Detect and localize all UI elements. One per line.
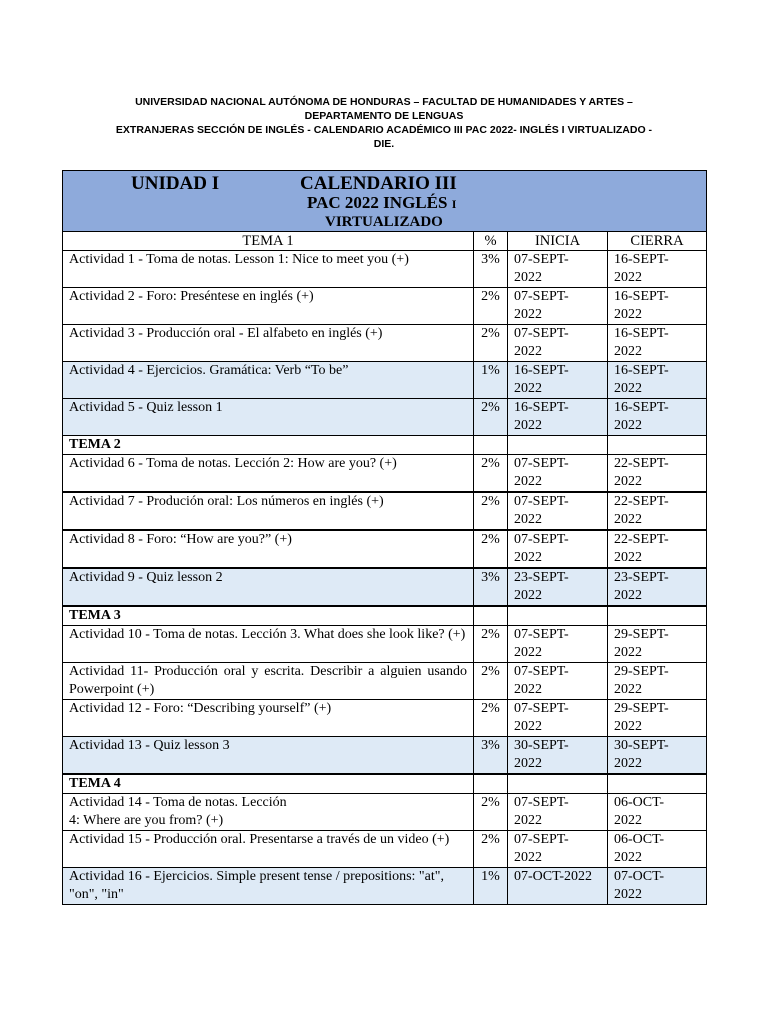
end-date-cell — [608, 492, 707, 530]
end-date-line-2: 2022 — [614, 813, 642, 828]
col-header-tema: TEMA 1 — [63, 232, 474, 251]
document-header — [80, 95, 688, 151]
start-date-line-1: 07-SEPT- — [514, 456, 569, 471]
table-title-cell — [63, 171, 707, 232]
activity-cell: Actividad 15 - Producción oral. Presentarse a través de un video (+) — [63, 831, 474, 868]
end-date-cell — [608, 288, 707, 325]
percent-cell: 2% — [474, 831, 508, 868]
start-date-line-1: 07-SEPT- — [514, 795, 569, 810]
percent-cell: 2% — [474, 288, 508, 325]
percent-cell: 2% — [474, 325, 508, 362]
end-date-line-2: 2022 — [614, 756, 642, 771]
calendar-table — [62, 170, 707, 905]
end-date-line-1: 29-SEPT- — [614, 627, 669, 642]
header-line-1: UNIVERSIDAD NACIONAL AUTÓNOMA DE HONDURAS – FACULTAD DE HUMANIDADES Y ARTES – — [135, 96, 633, 108]
start-date-line-2: 2022 — [514, 719, 542, 734]
table-row — [63, 362, 707, 399]
start-date-line-1: 23-SEPT- — [514, 570, 569, 585]
end-date-cell — [608, 663, 707, 700]
activity-cell: Actividad 9 - Quiz lesson 2 — [63, 568, 474, 606]
table-row — [63, 868, 707, 905]
start-date-line-2: 2022 — [514, 512, 542, 527]
table-row — [63, 700, 707, 737]
end-date-line-1: 30-SEPT- — [614, 738, 669, 753]
percent-cell: 2% — [474, 399, 508, 436]
end-date-line-2: 2022 — [614, 588, 642, 603]
calendar-title-line-2-text: PAC 2022 INGLÉS — [307, 193, 448, 212]
end-date-line-1: 16-SEPT- — [614, 326, 669, 341]
end-date-cell — [608, 362, 707, 399]
calendar-title-line-3: VIRTUALIZADO — [325, 214, 443, 230]
activity-cell: Actividad 11- Producción oral y escrita. Describir a alguien usando Powerpoint (+) — [63, 663, 474, 700]
percent-cell: 3% — [474, 568, 508, 606]
end-date-line-2: 2022 — [614, 381, 642, 396]
tema-header-row — [63, 436, 707, 455]
activity-cell: Actividad 13 - Quiz lesson 3 — [63, 737, 474, 775]
start-date-line-2: 2022 — [514, 344, 542, 359]
start-date-line-2: 2022 — [514, 418, 542, 433]
start-date-line-1: 07-SEPT- — [514, 289, 569, 304]
start-date-cell — [508, 492, 608, 530]
end-date-line-1: 23-SEPT- — [614, 570, 669, 585]
start-date-line-2: 2022 — [514, 813, 542, 828]
start-date-line-2: 2022 — [514, 474, 542, 489]
start-date-line-1: 07-SEPT- — [514, 627, 569, 642]
percent-cell: 2% — [474, 530, 508, 568]
percent-cell: 2% — [474, 455, 508, 493]
calendar-title-line-1: CALENDARIO III — [300, 173, 457, 194]
activity-cell: Actividad 6 - Toma de notas. Lección 2: How are you? (+) — [63, 455, 474, 493]
percent-cell: 2% — [474, 626, 508, 663]
tema-header-row — [63, 606, 707, 626]
percent-cell: 2% — [474, 794, 508, 831]
start-date-line-1: 07-SEPT- — [514, 532, 569, 547]
col-header-cierra: CIERRA — [608, 232, 707, 251]
end-date-line-2: 2022 — [614, 645, 642, 660]
start-date-cell — [508, 288, 608, 325]
column-header-row — [63, 232, 707, 251]
end-date-cell — [608, 251, 707, 288]
start-date-line-2: 2022 — [514, 381, 542, 396]
table-row — [63, 626, 707, 663]
end-date-line-2: 2022 — [614, 682, 642, 697]
tema-label: TEMA 4 — [63, 774, 474, 794]
tema-header-row — [63, 774, 707, 794]
start-date-line-2: 2022 — [514, 550, 542, 565]
calendar-title-line-2-suffix: I — [451, 197, 457, 211]
header-line-4: DIE. — [373, 138, 395, 150]
start-date-line-1: 30-SEPT- — [514, 738, 569, 753]
percent-cell: 1% — [474, 362, 508, 399]
end-date-cell — [608, 399, 707, 436]
end-date-line-1: 07-OCT- — [614, 869, 665, 884]
end-date-line-1: 29-SEPT- — [614, 664, 669, 679]
activity-cell: Actividad 12 - Foro: “Describing yourself” (+) — [63, 700, 474, 737]
end-date-cell — [608, 455, 707, 493]
start-date-cell — [508, 737, 608, 775]
end-date-line-2: 2022 — [614, 307, 642, 322]
end-date-cell — [608, 700, 707, 737]
table-row — [63, 288, 707, 325]
start-date-cell — [508, 325, 608, 362]
table-row — [63, 794, 707, 831]
end-date-line-1: 16-SEPT- — [614, 289, 669, 304]
header-line-2: DEPARTAMENTO DE LENGUAS — [304, 110, 464, 122]
end-date-line-1: 16-SEPT- — [614, 400, 669, 415]
activity-cell: Actividad 10 - Toma de notas. Lección 3. What does she look like? (+) — [63, 626, 474, 663]
percent-cell: 2% — [474, 663, 508, 700]
start-date-cell — [508, 399, 608, 436]
end-date-cell — [608, 831, 707, 868]
start-date-line-2: 2022 — [514, 756, 542, 771]
end-date-line-2: 2022 — [614, 418, 642, 433]
start-date-line-2: 2022 — [514, 270, 542, 285]
start-date-cell — [508, 868, 608, 905]
activity-cell: Actividad 2 - Foro: Preséntese en inglés (+) — [63, 288, 474, 325]
table-row — [63, 325, 707, 362]
start-date-line-1: 16-SEPT- — [514, 363, 569, 378]
start-date-cell — [508, 568, 608, 606]
header-line-3: EXTRANJERAS SECCIÓN DE INGLÉS - CALENDARIO ACADÉMICO III PAC 2022- INGLÉS I VIRTUALIZADO - — [115, 124, 653, 136]
activity-cell: Actividad 7 - Produción oral: Los números en inglés (+) — [63, 492, 474, 530]
start-date-line-2: 2022 — [514, 850, 542, 865]
end-date-line-2: 2022 — [614, 512, 642, 527]
table-row — [63, 530, 707, 568]
start-date-line-2: 2022 — [514, 307, 542, 322]
end-date-cell — [608, 530, 707, 568]
end-date-line-2: 2022 — [614, 344, 642, 359]
start-date-line-1: 07-SEPT- — [514, 252, 569, 267]
activity-line-2: 4: Where are you from? (+) — [69, 813, 224, 828]
activity-cell: Actividad 5 - Quiz lesson 1 — [63, 399, 474, 436]
col-header-pct: % — [474, 232, 508, 251]
percent-cell: 3% — [474, 251, 508, 288]
percent-cell: 2% — [474, 700, 508, 737]
start-date-cell — [508, 831, 608, 868]
table-row — [63, 831, 707, 868]
start-date-cell — [508, 663, 608, 700]
table-title-row — [63, 171, 707, 232]
tema-label: TEMA 3 — [63, 606, 474, 626]
end-date-line-1: 22-SEPT- — [614, 532, 669, 547]
end-date-cell — [608, 568, 707, 606]
start-date-cell — [508, 700, 608, 737]
activity-cell: Actividad 16 - Ejercicios. Simple present tense / prepositions: "at", "on", "in" — [63, 868, 474, 905]
table-row — [63, 568, 707, 606]
start-date-cell — [508, 362, 608, 399]
start-date-line-1: 16-SEPT- — [514, 400, 569, 415]
activity-line-1: Actividad 14 - Toma de notas. Lección — [69, 795, 287, 810]
unit-title: UNIDAD I — [131, 173, 220, 194]
table-row — [63, 399, 707, 436]
start-date-line-2: 2022 — [514, 588, 542, 603]
start-date-cell — [508, 251, 608, 288]
start-date-line-2: 2022 — [514, 645, 542, 660]
end-date-line-2: 2022 — [614, 270, 642, 285]
activity-cell: Actividad 1 - Toma de notas. Lesson 1: Nice to meet you (+) — [63, 251, 474, 288]
start-date-line-2: 2022 — [514, 682, 542, 697]
end-date-line-1: 06-OCT- — [614, 795, 665, 810]
start-date-cell — [508, 455, 608, 493]
start-date-line-1: 07-SEPT- — [514, 832, 569, 847]
end-date-line-1: 29-SEPT- — [614, 701, 669, 716]
percent-cell: 1% — [474, 868, 508, 905]
end-date-line-1: 16-SEPT- — [614, 363, 669, 378]
table-row — [63, 663, 707, 700]
start-date-cell — [508, 794, 608, 831]
col-header-inicia: INICIA — [508, 232, 608, 251]
start-date-cell — [508, 530, 608, 568]
activity-cell — [63, 794, 474, 831]
activity-cell: Actividad 3 - Producción oral - El alfabeto en inglés (+) — [63, 325, 474, 362]
table-row — [63, 737, 707, 775]
end-date-line-1: 22-SEPT- — [614, 456, 669, 471]
end-date-cell — [608, 737, 707, 775]
end-date-cell — [608, 868, 707, 905]
table-row — [63, 492, 707, 530]
end-date-line-1: 22-SEPT- — [614, 494, 669, 509]
end-date-line-2: 2022 — [614, 550, 642, 565]
end-date-line-1: 06-OCT- — [614, 832, 665, 847]
start-date-line-1: 07-SEPT- — [514, 701, 569, 716]
end-date-line-1: 16-SEPT- — [614, 252, 669, 267]
tema-label: TEMA 2 — [63, 436, 474, 455]
end-date-line-2: 2022 — [614, 887, 642, 902]
start-date-line-1: 07-SEPT- — [514, 326, 569, 341]
start-date-line-1: 07-OCT-2022 — [514, 869, 593, 884]
percent-cell: 3% — [474, 737, 508, 775]
start-date-cell — [508, 626, 608, 663]
end-date-cell — [608, 794, 707, 831]
end-date-cell — [608, 626, 707, 663]
table-row — [63, 251, 707, 288]
end-date-line-2: 2022 — [614, 474, 642, 489]
table-row — [63, 455, 707, 493]
start-date-line-1: 07-SEPT- — [514, 494, 569, 509]
activity-cell: Actividad 8 - Foro: “How are you?” (+) — [63, 530, 474, 568]
end-date-cell — [608, 325, 707, 362]
end-date-line-2: 2022 — [614, 719, 642, 734]
percent-cell: 2% — [474, 492, 508, 530]
start-date-line-1: 07-SEPT- — [514, 664, 569, 679]
end-date-line-2: 2022 — [614, 850, 642, 865]
activity-cell: Actividad 4 - Ejercicios. Gramática: Verb “To be” — [63, 362, 474, 399]
